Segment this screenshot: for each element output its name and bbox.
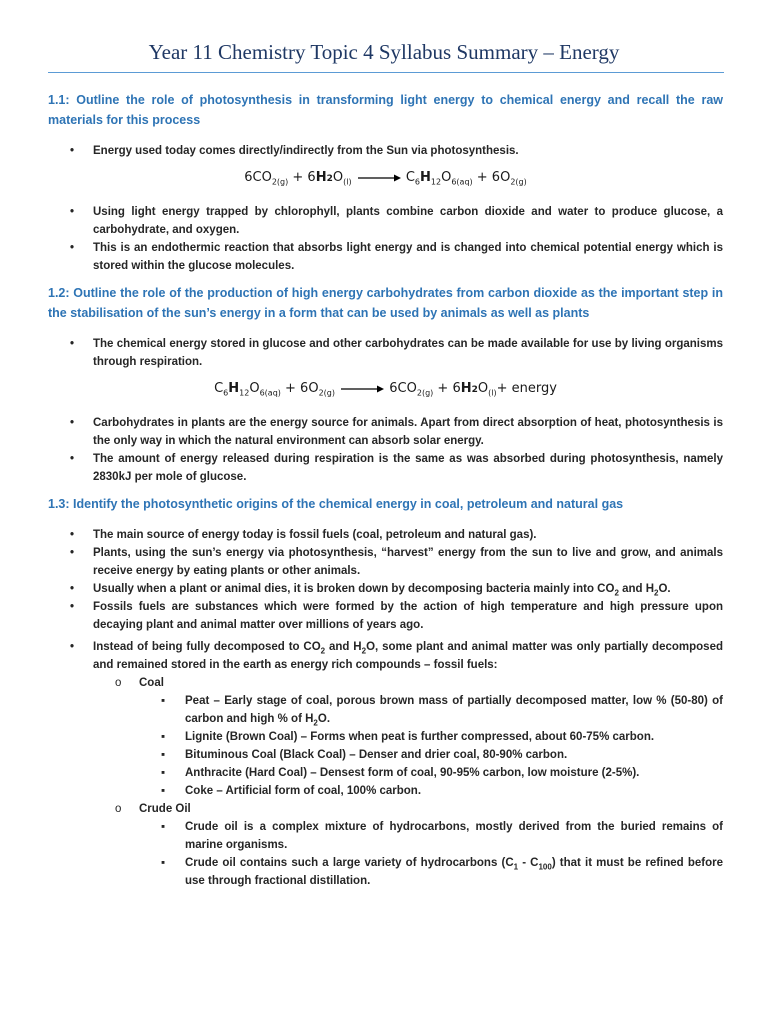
list-item: • Instead of being fully decomposed to $CO_2$ and $H_2O$, some plant and animal matter was only partially decomposed and remained stored in the earth as energy rich compounds – fossil fuels: (48, 638, 723, 674)
section-1-2-list (48, 335, 723, 371)
list-item: • Using light energy trapped by chlorophyll, plants combine carbon dioxide and water to produce glucose, a carbohydrate, and oxygen. (48, 203, 723, 239)
list-item: • The chemical energy stored in glucose and other carbohydrates can be made available for use by living organisms through respiration. (48, 335, 723, 371)
crude-oil-item: ▪ Crude oil is a complex mixture of hydrocarbons, mostly derived from the buried remains of marine organisms. (48, 818, 723, 854)
coal-item-bituminous: ▪ Bituminous Coal (Black Coal) – Denser and drier coal, 80-90% carbon. (48, 746, 723, 764)
list-item: • This is an endothermic reaction that absorbs light energy and is changed into chemical potential energy which is stored within the glucose molecules. (48, 239, 723, 275)
sublist-heading-crude-oil: o Crude Oil (48, 800, 723, 818)
section-heading-1-1: 1.1: Outline the role of photosynthesis in transforming light energy to chemical energy and recall the raw materials for this process (48, 93, 723, 127)
page-title: Year 11 Chemistry Topic 4 Syllabus Summary – Energy (148, 40, 620, 64)
respiration-equation: $C_6H_{12}O_{6(aq)} + 6O_{2(g)}$ $6CO_{2(g)} + 6H2O_{(l)}+$ energy (214, 381, 557, 398)
photosynthesis-equation: $6CO_{2(g)} + 6H2O_{(l)}$ $C_6H_{12}O_{6(aq)} + 6O_{2(g)}$ (244, 170, 527, 187)
list-item: • Fossils fuels are substances which were formed by the action of high temperature and high pressure upon decaying plant and animal matter over millions of years ago. (48, 598, 723, 634)
section-1-1-list-continued (48, 203, 723, 275)
section-1-3-list-continued (48, 638, 723, 890)
coal-item-coke: ▪ Coke – Artificial form of coal, 100% carbon. (48, 782, 723, 800)
list-item: • Plants, using the sun’s energy via photosynthesis, “harvest” energy from the sun to live and grow, and animals receive energy by eating plants or other animals. (48, 544, 723, 580)
list-item: • Usually when a plant or animal dies, it is broken down by decomposing bacteria mainly into $CO_2$ and $H_2O$. (48, 580, 723, 598)
section-heading-1-2: 1.2: Outline the role of the production of high energy carbohydrates from carbon dioxide as the important step in the stabilisation of the sun’s energy in a form that can be used by animals as well as plants (48, 286, 723, 320)
list-item: • Carbohydrates in plants are the energy source for animals. Apart from direct absorption of heat, photosynthesis is the only way in which the natural environment can absorb solar energy. (48, 414, 723, 450)
crude-oil-item: ▪ Crude oil contains such a large variety of hydrocarbons $(C_1 - C_{100})$ that it must be refined before use through fractional distillation. (48, 854, 723, 890)
title-divider (48, 72, 724, 73)
section-1-3-list (48, 526, 723, 634)
coal-item-peat: ▪ Peat – Early stage of coal, porous brown mass of partially decomposed matter, low % (50-80) of carbon and high % of $H_2O$. (48, 692, 723, 728)
document-body (48, 90, 723, 890)
reaction-arrow-icon (339, 384, 385, 394)
section-heading-1-3: 1.3: Identify the photosynthetic origins of the chemical energy in coal, petroleum and natural gas (48, 497, 624, 511)
section-1-1-list (48, 142, 723, 160)
list-item: • Energy used today comes directly/indirectly from the Sun via photosynthesis. (48, 142, 723, 160)
coal-item-lignite: ▪ Lignite (Brown Coal) – Forms when peat is further compressed, about 60-75% carbon. (48, 728, 723, 746)
list-item: • The amount of energy released during respiration is the same as was absorbed during photosynthesis, namely 2830kJ per mole of glucose. (48, 450, 723, 486)
list-item: • The main source of energy today is fossil fuels (coal, petroleum and natural gas). (48, 526, 723, 544)
reaction-arrow-icon (356, 173, 402, 183)
sublist-heading-coal: o Coal (48, 674, 723, 692)
section-1-2-list-continued (48, 414, 723, 486)
coal-item-anthracite: ▪ Anthracite (Hard Coal) – Densest form of coal, 90-95% carbon, low moisture (2-5%). (48, 764, 723, 782)
